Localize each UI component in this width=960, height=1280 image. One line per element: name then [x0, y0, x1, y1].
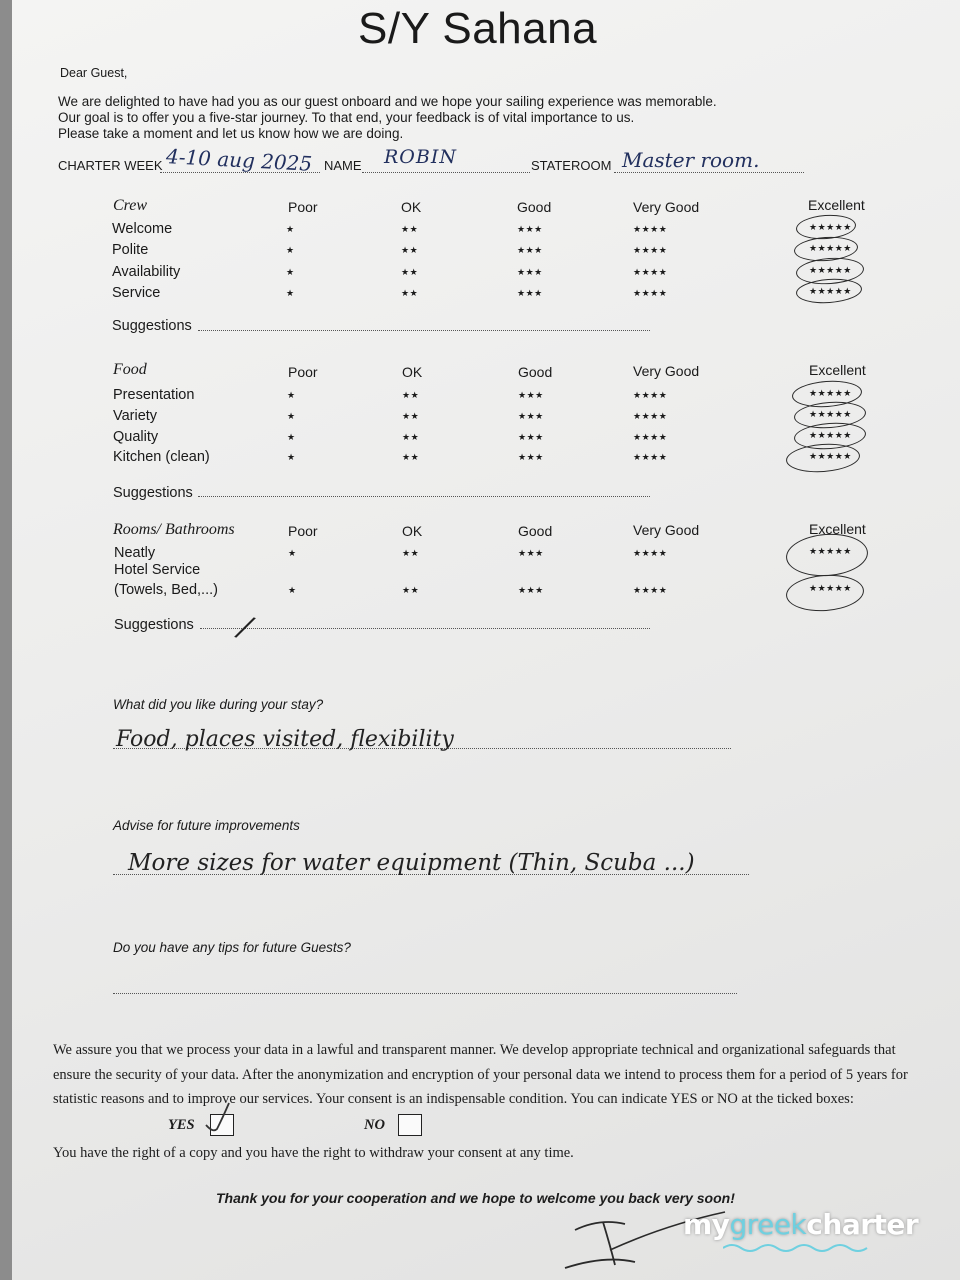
- charter-week-label: CHARTER WEEK: [58, 158, 163, 173]
- page-title: S/Y Sahana: [358, 4, 598, 53]
- answer-improvements[interactable]: More sizes for water equipment (Thin, Scuba ...): [128, 850, 695, 876]
- row-availability: Availability: [112, 264, 181, 280]
- question-tips: Do you have any tips for future Guests?: [113, 940, 351, 955]
- rating-good[interactable]: ★★★: [517, 288, 543, 298]
- consent-line-3: statistic reasons and to improve our services. Your consent is an indispensable condition. You can indicate YES or NO at the ticked boxes:: [53, 1091, 854, 1107]
- rating-poor[interactable]: ★: [287, 390, 296, 400]
- header-good: Good: [518, 523, 553, 539]
- rating-ok[interactable]: ★★: [401, 224, 419, 234]
- stateroom-value[interactable]: Master room.: [622, 148, 760, 172]
- rating-excellent[interactable]: ★★★★★: [809, 265, 852, 275]
- charter-week-value[interactable]: 4-10 aug 2025: [165, 144, 313, 176]
- consent-line-1: We assure you that we process your data in a lawful and transparent manner. We develop appropriate technical and organizational safeguards that: [53, 1042, 896, 1058]
- header-poor: Poor: [288, 199, 318, 215]
- row-variety: Variety: [113, 408, 158, 424]
- rating-poor[interactable]: ★: [287, 452, 296, 462]
- rating-very-good[interactable]: ★★★★: [633, 411, 668, 421]
- consent-yes-label: YES: [168, 1117, 195, 1133]
- question-liked: What did you like during your stay?: [113, 697, 324, 712]
- wave-icon: [723, 1242, 873, 1254]
- row-kitchen: Kitchen (clean): [113, 449, 210, 465]
- row-quality: Quality: [113, 429, 159, 445]
- rating-good[interactable]: ★★★: [517, 267, 543, 277]
- rating-good[interactable]: ★★★: [518, 548, 544, 558]
- rating-good[interactable]: ★★★: [517, 245, 543, 255]
- rating-very-good[interactable]: ★★★★: [633, 288, 668, 298]
- closing-message: Thank you for your cooperation and we hope to welcome you back very soon!: [216, 1190, 735, 1206]
- rating-good[interactable]: ★★★: [518, 585, 544, 595]
- question-improvements: Advise for future improvements: [113, 818, 300, 833]
- header-good: Good: [518, 364, 553, 380]
- consent-yes-checkbox[interactable]: [210, 1114, 234, 1136]
- header-ok: OK: [402, 523, 423, 539]
- row-polite: Polite: [112, 242, 149, 258]
- greeting: Dear Guest,: [60, 66, 128, 80]
- rating-poor[interactable]: ★: [286, 224, 295, 234]
- row-towels-bed: (Towels, Bed,...): [114, 582, 218, 598]
- rating-ok[interactable]: ★★: [402, 432, 420, 442]
- row-neatly: Neatly: [114, 545, 156, 561]
- food-suggestions-field[interactable]: [198, 496, 650, 497]
- rating-very-good[interactable]: ★★★★: [633, 267, 668, 277]
- rating-poor[interactable]: ★: [286, 288, 295, 298]
- row-presentation: Presentation: [113, 387, 195, 403]
- rating-ok[interactable]: ★★: [402, 452, 420, 462]
- rating-excellent[interactable]: ★★★★★: [809, 222, 852, 232]
- rating-ok[interactable]: ★★: [401, 267, 419, 277]
- header-excellent: Excellent: [809, 521, 866, 537]
- rating-good[interactable]: ★★★: [518, 432, 544, 442]
- crew-suggestions-label: Suggestions: [112, 318, 192, 334]
- header-poor: Poor: [288, 523, 318, 539]
- answer-tips-field[interactable]: [113, 993, 737, 994]
- rating-excellent[interactable]: ★★★★★: [809, 546, 852, 556]
- name-value[interactable]: ROBIN: [384, 146, 457, 168]
- category-crew: Crew: [113, 197, 148, 214]
- rooms-suggestions-field[interactable]: [200, 628, 650, 629]
- intro-line-3: Please take a moment and let us know how we are doing.: [58, 126, 404, 141]
- rooms-suggestions-label: Suggestions: [114, 617, 194, 633]
- header-ok: OK: [402, 364, 423, 380]
- rating-good[interactable]: ★★★: [518, 390, 544, 400]
- intro-line-1: We are delighted to have had you as our guest onboard and we hope your sailing experience was memorable.: [58, 94, 717, 109]
- rating-ok[interactable]: ★★: [401, 245, 419, 255]
- category-food: Food: [113, 361, 147, 378]
- rating-excellent[interactable]: ★★★★★: [809, 388, 852, 398]
- rating-very-good[interactable]: ★★★★: [633, 245, 668, 255]
- consent-no-checkbox[interactable]: [398, 1114, 422, 1136]
- check-mark-icon: [203, 1099, 233, 1139]
- rating-ok[interactable]: ★★: [401, 288, 419, 298]
- rating-excellent[interactable]: ★★★★★: [809, 409, 852, 419]
- feedback-form-paper: [12, 0, 960, 1280]
- rating-poor[interactable]: ★: [286, 267, 295, 277]
- name-label: NAME: [324, 158, 362, 173]
- rating-poor[interactable]: ★: [287, 411, 296, 421]
- answer-liked[interactable]: Food, places visited, flexibility: [116, 727, 454, 752]
- row-service: Service: [112, 285, 161, 301]
- rating-excellent[interactable]: ★★★★★: [809, 243, 852, 253]
- rating-ok[interactable]: ★★: [402, 548, 420, 558]
- rating-poor[interactable]: ★: [288, 585, 297, 595]
- intro-line-2: Our goal is to offer you a five-star journey. To that end, your feedback is of vital importance to us.: [58, 110, 635, 125]
- rating-poor[interactable]: ★: [286, 245, 295, 255]
- rating-excellent[interactable]: ★★★★★: [809, 286, 852, 296]
- rating-poor[interactable]: ★: [287, 432, 296, 442]
- rating-good[interactable]: ★★★: [518, 452, 544, 462]
- header-good: Good: [517, 199, 552, 215]
- consent-no-label: NO: [364, 1117, 385, 1133]
- rating-ok[interactable]: ★★: [402, 411, 420, 421]
- rating-excellent[interactable]: ★★★★★: [809, 430, 852, 440]
- rating-good[interactable]: ★★★: [518, 411, 544, 421]
- stateroom-label: STATEROOM: [531, 158, 612, 173]
- header-very-good: Very Good: [633, 199, 700, 215]
- rating-ok[interactable]: ★★: [402, 390, 420, 400]
- rating-very-good[interactable]: ★★★★: [633, 390, 668, 400]
- rating-very-good[interactable]: ★★★★: [633, 548, 668, 558]
- rooms-suggestions-value: /: [234, 609, 256, 646]
- rating-very-good[interactable]: ★★★★: [633, 224, 668, 234]
- header-very-good: Very Good: [633, 522, 700, 538]
- header-poor: Poor: [288, 364, 318, 380]
- rating-excellent[interactable]: ★★★★★: [809, 583, 852, 593]
- header-excellent: Excellent: [809, 362, 866, 378]
- rating-excellent[interactable]: ★★★★★: [809, 451, 852, 461]
- rating-very-good[interactable]: ★★★★: [633, 432, 668, 442]
- header-excellent: Excellent: [808, 197, 865, 213]
- row-hotel-service: Hotel Service: [114, 562, 201, 578]
- crew-suggestions-field[interactable]: [198, 330, 650, 331]
- rating-very-good[interactable]: ★★★★: [633, 585, 668, 595]
- header-very-good: Very Good: [633, 363, 700, 379]
- consent-line-2: ensure the security of your data. After the anonymization and encryption of your personal data we intend to process them for a period of 5 years for: [53, 1067, 908, 1083]
- rating-poor[interactable]: ★: [288, 548, 297, 558]
- food-suggestions-label: Suggestions: [113, 485, 193, 501]
- rating-ok[interactable]: ★★: [402, 585, 420, 595]
- row-welcome: Welcome: [112, 221, 173, 237]
- rating-very-good[interactable]: ★★★★: [633, 452, 668, 462]
- category-rooms-bathrooms: Rooms/ Bathrooms: [113, 521, 235, 538]
- consent-rights: You have the right of a copy and you have the right to withdraw your consent at any time.: [53, 1145, 574, 1161]
- header-ok: OK: [401, 199, 422, 215]
- mygreekcharter-logo: mygreekcharter: [683, 1208, 918, 1241]
- rating-good[interactable]: ★★★: [517, 224, 543, 234]
